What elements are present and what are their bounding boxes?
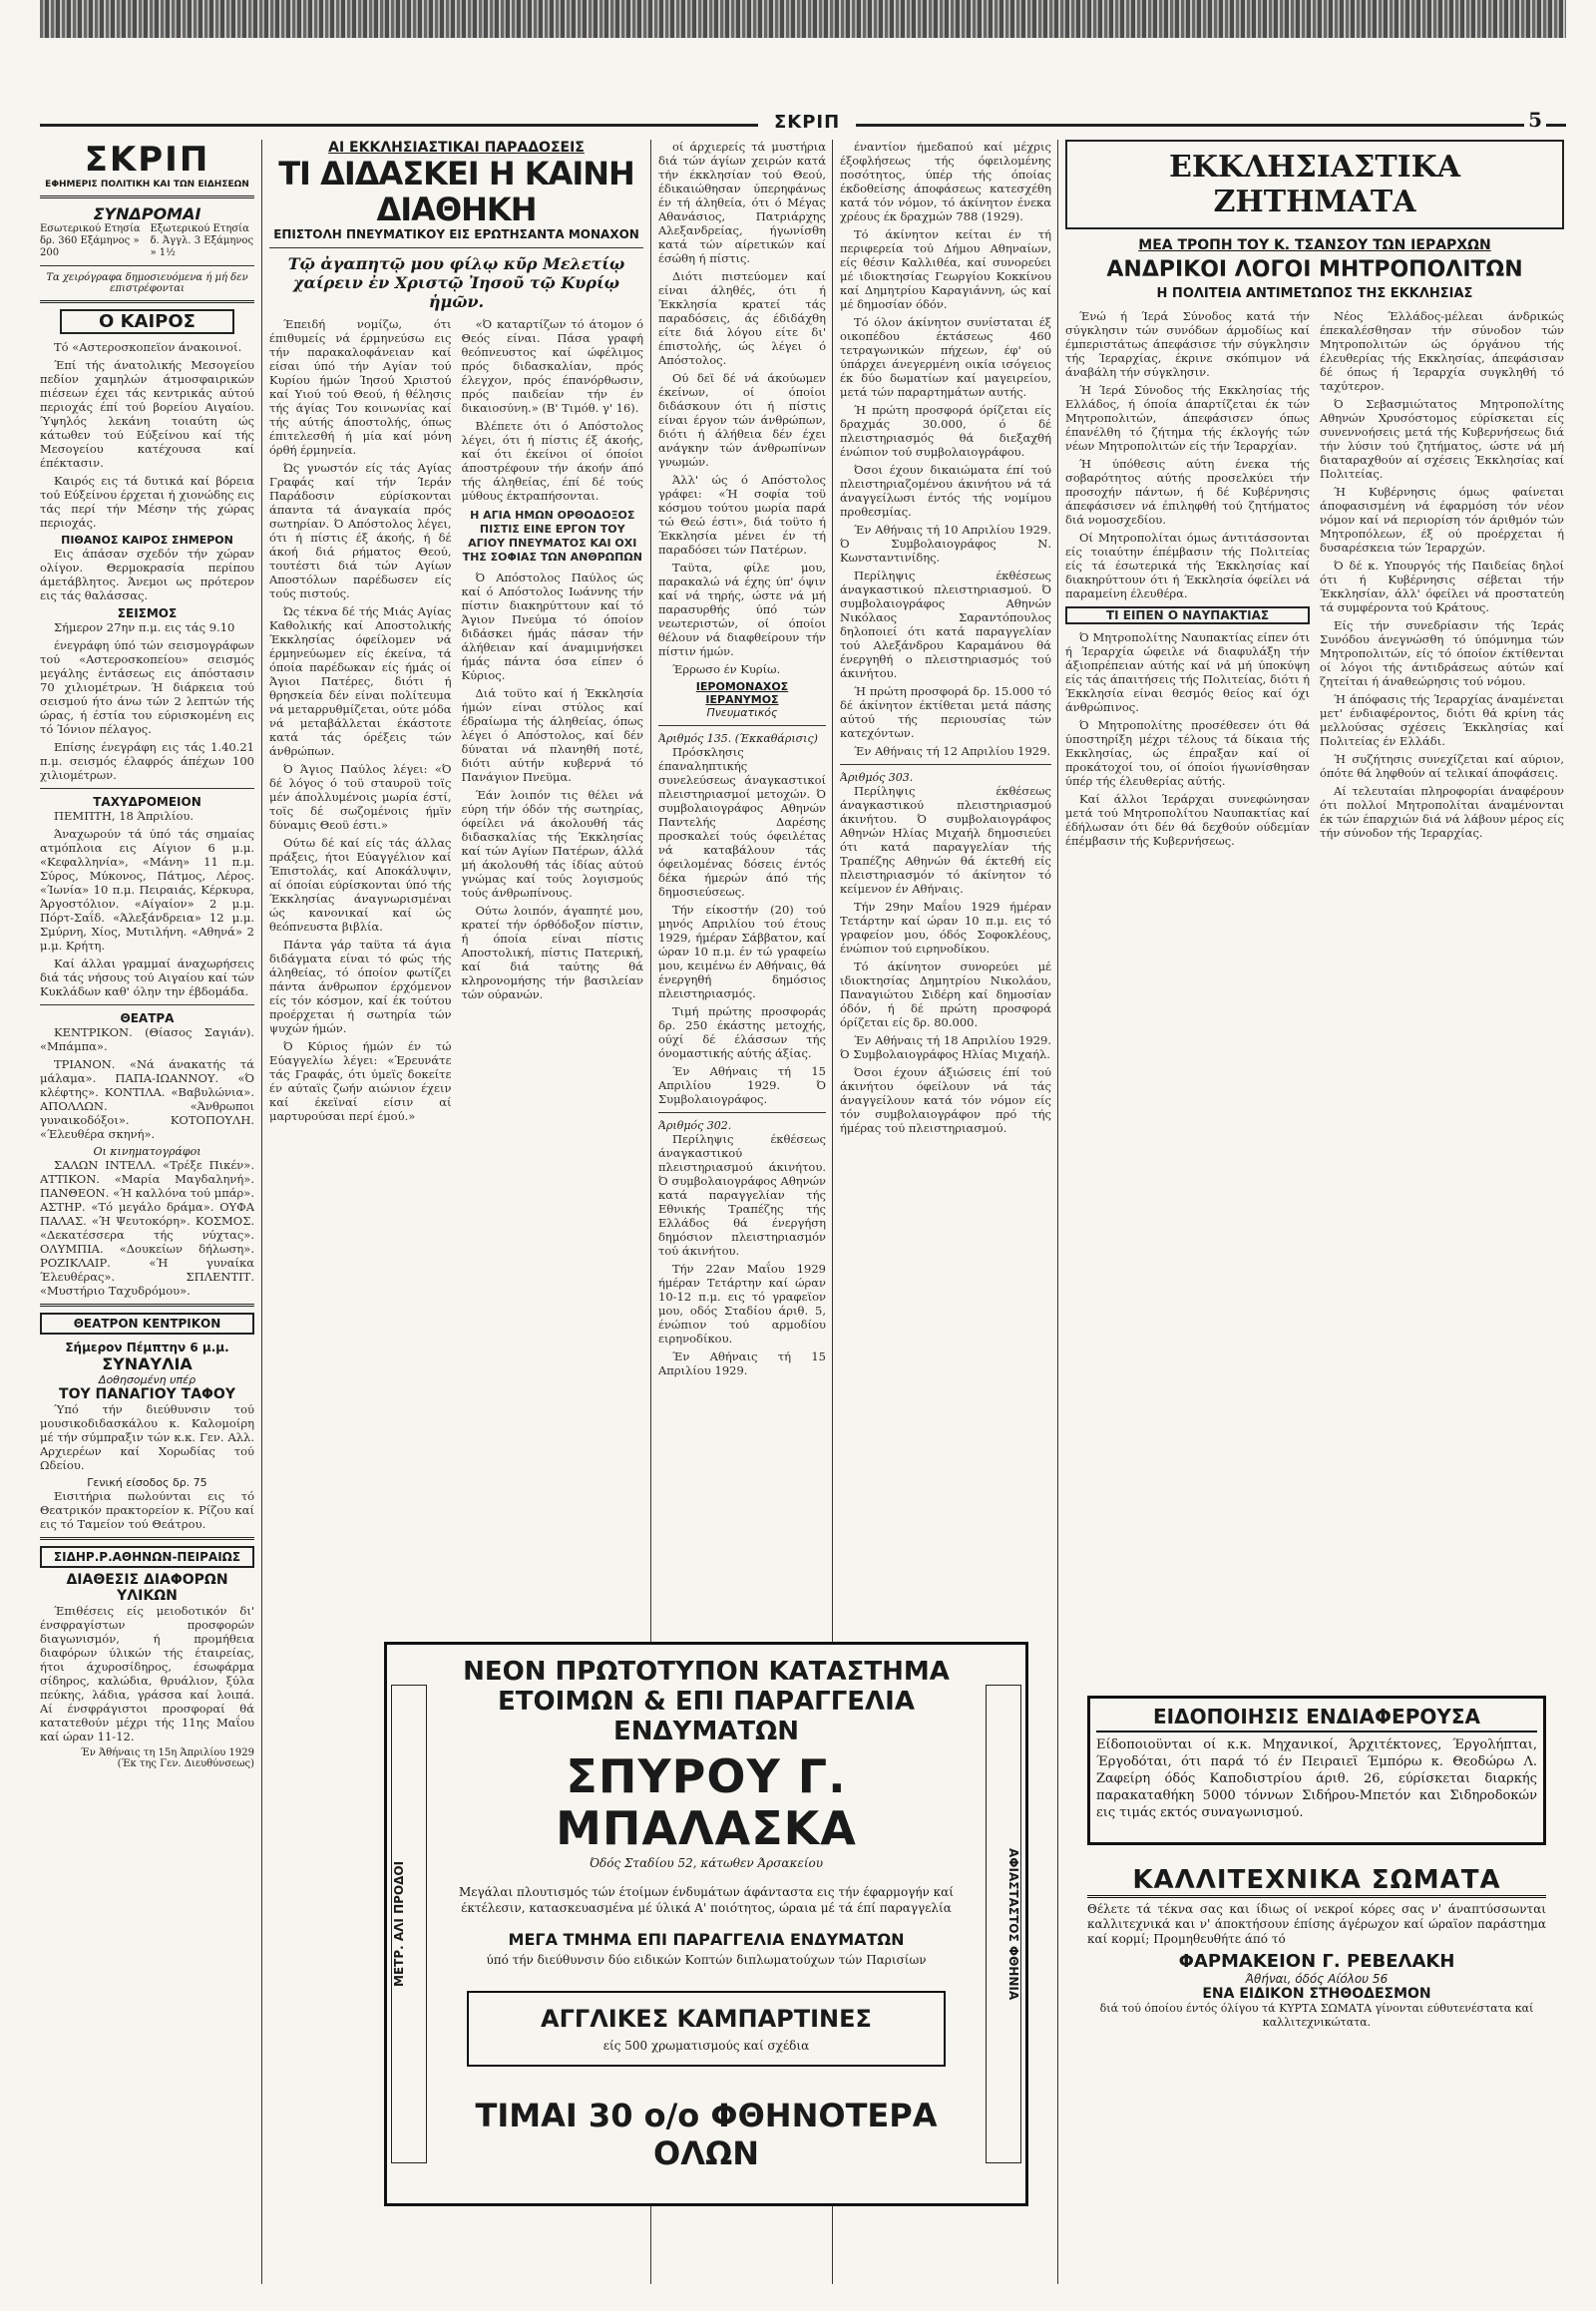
section-title: ΕΚΚΛΗΣΙΑΣΤΙΚΑ ΖΗΤΗΜΑΤΑ (1065, 140, 1564, 229)
section-subtitle: ΜΕΑ ΤΡΟΠΗ ΤΟΥ Κ. ΤΣΑΝΣΟΥ ΤΩΝ ΙΕΡΑΡΧΩΝ (1138, 237, 1491, 253)
col3-text-2: Πρόσκλησις έπαναληπτικής συνελεύσεως άναγκαστικοί πλειστηριασμοί μετοχών. Ό συμβολαιογράφος Αθηνών Παντελής Δαρέσης προσκαλεί τούς όφειλέτας νά καταβάλουν τάς όφειλομένας δόσεις έντός δέκα ήμερών άπό τής δημοσιεύσεως. Τήν είκοστήν (20) τού μηνός Απριλίου τού έτους 1929, ήμέραν Σάββατον, καί ώραν 10 π.μ. έν τώ γραφείω μου, κειμένω έν Αθήναις, θά ένεργηθή δημόσιος πλειστηριασμός. Τιμή πρώτης προσφοράς δρ. 250 έκάστης μετοχής, ούχί δέ έλάσσων τής όνομαστικής αύτής άξίας. Έν Αθήναις τή 15 Απριλίου 1929. Ό Συμβολαιογράφος. (658, 745, 826, 1106)
concert-text-2: Εισιτήρια πωλούνται εις τό Θεατρικόν πρακτορείον κ. Ρίζου καί εις τό Ταμείον τού Θεάτρου. (40, 1489, 254, 1531)
kallitexnika-address: Άθήναι, όδός Αίόλου 56 (1245, 1972, 1389, 1986)
ad-side-right: ΑΦΙΑΣΤΑΣΤΟΣ ΦΘΗΝΙΑ (986, 1685, 1021, 2163)
ad-section: ΜΕΓΑ ΤΜΗΜΑ ΕΠΙ ΠΑΡΑΓΓΕΛΙΑ ΕΝΔΥΜΑΤΩΝ (508, 1930, 905, 1949)
col4-text-1: έναντίον ήμεδαπού καί μέχρις έξοφλήσεως τής όφειλομένης ποσότητος, ύπέρ τής όποίας έκδοθείσης άποφάσεως κατεσχέθη κατά τόν νόμον, τό άκίνητον ένεκα χρέους έκ δραχμών 788 (1929). Τό άκίνητον κείται έν τή περιφερεία τού Δήμου Αθηναίων, είς θέσιν Καλλιθέα, καί συνορεύει μέ ιδιοκτησίας Γεωργίου Κοκκίνου καί Δημητρίου Καραγιάννη, ώς καί μέ δημοσίαν όδόν. Τό όλον άκίνητον συνίσταται έξ οικοπέδου έκτάσεως 460 τετραγωνικών πήχεων, έφ' ού ύπάρχει άνεγερμένη οικία ισόγειος έκ δύο δωματίων καί μαγειρείου, μετά τών παραρτημάτων αυτής. Ή πρώτη προσφορά όρίζεται είς δραχμάς 30.000, ό δέ πλειστηριασμός θά διεξαχθή ένώπιον τού συμβολαιογράφου. Όσοι έχουν δικαιώματα έπί τού πλειστηριαζομένου άκινήτου νά τά άναγγείλωσι έντός τής νομίμου προθεσμίας. Έν Αθήναις τή 10 Απριλίου 1929. Ό Συμβολαιογράφος Ν. Κωνσταντινίδης. Περίληψις έκθέσεως άναγκαστικού πλειστηριασμού. Ό συμβολαιογράφος Αθηνών Νικόλαος Σαραντόπουλος δηλοποιεί ότι κατά παραγγελίαν τού Αλεξάνδρου Καραμάνου θά ένεργηθή ο πλειστηριασμός τού άκινήτου. Ή πρώτη προσφορά δρ. 15.000 τό δέ άκίνητον έκτίθεται μετά πάσης αύτού τής περιουσίας τών κατεχόντων. Έν Αθήναις τή 12 Απριλίου 1929. (840, 140, 1051, 758)
rule (269, 247, 643, 248)
subscriptions-outer: Εξωτερικού Ετησία δ. Άγγλ. 3 Εξάμηνος » 1½ (150, 223, 254, 258)
ad-line-2: ΕΤΟΙΜΩΝ & ΕΠΙ ΠΑΡΑΓΓΕΛΙΑ ΕΝΔΥΜΑΤΩΝ (498, 1687, 915, 1746)
nafpaktias-title: ΤΙ ΕΙΠΕΝ Ο ΝΑΥΠΑΚΤΙΑΣ (1065, 606, 1310, 624)
column-rule (1057, 140, 1058, 2284)
rule (840, 764, 1051, 765)
ad-shop-name: ΣΠΥΡΟΥ Γ. ΜΠΑΛΑΣΚΑ (556, 1749, 857, 1855)
rule (40, 195, 254, 198)
subscriptions-title: ΣΥΝΔΡΟΜΑΙ (93, 204, 201, 223)
decision-302-title: Άριθμός 302. (658, 1119, 732, 1132)
rule (40, 1304, 254, 1307)
column-rule (261, 140, 262, 2284)
earthquake-title: ΣΕΙΣΜΟΣ (117, 606, 178, 620)
kallitexnika-ad (1087, 1865, 1546, 2035)
column-1 (40, 140, 254, 2294)
section-text-right: Νέος Έλλάδος-μέλεαι άνδρικώς έπεκαλέσθησαν τήν σύνοδον τών Μητροπολιτών ώς όργάνου τής έλευθερίας τής Εκκλησίας, άπεφάσισαν δέ όπως ή Ίεραρχία συγκληθή τό ταχύτερον. Ό Σεβασμιώτατος Μητροπολίτης Αθηνών Χρυσόστομος εύρίσκεται είς συνεννοήσεις μετά τής Κυβερνήσεως διά τήν λύσιν τού ζητήματος, ώστε νά μή διαταραχθούν αί σχέσεις Έκκλησίας καί Πολιτείας. Ή Κυβέρνησις όμως φαίνεται άποφασισμένη νά έφαρμόση τόν νέον νόμον καί νά περιορίση τόν άριθμόν τών Μητροπόλεων, έξ ού προέρχεται ή δυσαρέσκεια τών Ίεραρχών. Ό δέ κ. Υπουργός τής Παιδείας δηλοί ότι ή Κυβέρνησις σέβεται τήν Έκκλησίαν, άλλ' όφείλει νά προστατεύη τά συμφέροντα τού Κράτους. Είς τήν συνεδρίασιν τής Ίεράς Συνόδου άνεγνώσθη τό ύπόμνημα τών Μητροπολιτών, είς τό όποίον έκτίθενται οί λόγοι τής άντιδράσεως αύτών καί ζητείται ή άναθεώρησις τού νόμου. Ή άπόφασις τής Ίεραρχίας άναμένεται μετ' ένδιαφέροντος, διότι θά κρίνη τάς μελλούσας σχέσεις Έκκλησίας καί Πολιτείας έν Ελλάδι. Ή συζήτησις συνεχίζεται καί αύριον, όπότε θά ληφθούν αί τελικαί άποφάσεις. Αί τελευταίαι πληροφορίαι άναφέρουν ότι πολλοί Μητροπολίται άναμένονται έκ τών έπαρχιών διά νά λάβουν μέρος είς τήν σύνοδον τής Ίεραρχίας. (1320, 309, 1564, 840)
ad-section-sub: ύπό τήν διεύθυνσιν δύο ειδικών Κοπτών διπλωματούχων τών Παρισίων (486, 1953, 927, 1967)
article-kicker: ΑΙ ΕΚΚΛΗΣΙΑΣΤΙΚΑΙ ΠΑΡΑΔΟΣΕΙΣ (328, 140, 585, 156)
newspaper-page (40, 0, 1566, 2311)
concert-entry: Γενική είσοδος δρ. 75 (87, 1476, 207, 1489)
header-paper-name: ΣΚΡΙΠ (758, 112, 856, 133)
railway-ad-date: Έν Άθήναις τη 15η Άπριλίου 1929 (80, 1747, 254, 1758)
concert-text: Ύπό τήν διεύθυνσιν τού μουσικοδιδασκάλου κ. Καλομοίρη μέ τήν σύμπραξιν τών κ.κ. Γεν. Αλλ. Αρχιερέων καί Χορωδίας τού Ωδείου. (40, 1402, 254, 1472)
column-2 (269, 140, 643, 1636)
ad-blurb: Μεγάλαι πλουτισμός τών έτοίμων ένδυμάτων άφάνταστα εις τήν έφαρμογήν καί έκτέλεσιν, κατασκευασμένα μέ ύλικά Α' ποιότητος, ώραια μέ τά έπί παραγγελία (459, 1885, 954, 1915)
article-signature-sub: Πνευματικός (706, 706, 778, 719)
subscriptions-note: Τα χειρόγραφα δημοσιευόμενα ή μή δεν επιστρέφονται (46, 272, 248, 294)
rule (40, 1004, 254, 1005)
concert-beneficiary: ΤΟΥ ΠΑΝΑΓΙΟΥ ΤΑΦΟΥ (59, 1386, 235, 1402)
kentrikon-title: ΘΕΑΤΡΟΝ ΚΕΝΤΡΙΚΟΝ (40, 1313, 254, 1335)
subscriptions-inner: Εσωτερικού Ετησία δρ. 360 Εξάμηνος » 200 (40, 223, 141, 258)
article-salutation: Τῷ ἀγαπητῷ μου φίλῳ κῦρ Μελετίῳ χαίρειν ἐν Χριστῷ Ἰησοῦ τῷ Κυρίῳ ἡμῶν. (287, 254, 625, 311)
article-text-right: «Ό καταρτίζων τό άτομον ό Θεός είναι. Πάσα γραφή θεόπνευστος καί ώφέλιμος πρός διδασκαλίαν, πρός έλεγχον, πρός έπανόρθωσιν, πρός παιδείαν τήν έν δικαιοσύνη.» (Β' Τιμόθ. γ' 16). Βλέπετε ότι ό Απόστολος λέγει, ότι ή πίστις έξ άκοής, καί ότι έκείνοι οί όποίοι άποστρέφουν τήν άκοήν άπό τής άληθείας, έπί δέ τούς μύθους έκτραπήσονται. Η ΑΓΙΑ ΗΜΩΝ ΟΡΘΟΔΟΞΟΣ ΠΙΣΤΙΣ ΕΙΝΕ ΕΡΓΟΝ ΤΟΥ ΑΓΙΟΥ ΠΝΕΥΜΑΤΟΣ ΚΑΙ ΟΧΙ ΤΗΣ ΣΟΦΙΑΣ ΤΩΝ ΑΝΘΡΩΠΩΝ Ό Απόστολος Παύλος ώς καί ό Απόστολος Ιωάννης τήν πίστιν διακηρύττουν καί τό Άγιον Πνεύμα τό όποίον διδάσκει ήμάς πάσαν τήν άλήθειαν καί άναμιμνήσκει ήμάς πάντα όσα είπεν ό Κύριος. Διά τοϋτο καί ή Έκκλησία ήμών είναι στύλος καί έδραίωμα τής άληθείας, όπως λέγει ό Απόστολος, καί δέν δύναται νά πλανηθή ποτέ, διότι αύτήν κυβερνά τό Πανάγιον Πνεϋμα. Έάν λοιπόν τις θέλει νά εύρη τήν όδόν τής σωτηρίας, όφείλει νά άκολουθή τάς διδασκαλίας τής Έκκλησίας καί τών Αγίων Πατέρων, άλλά μή άκολουθή τάς ίδίας αύτού γνώμας καί τούς λογισμούς τούς άνθρωπίνους. Ούτω λοιπόν, άγαπητέ μου, κρατεί τήν όρθόδοξον πίστιν, ή όποία είναι πίστις Αποστολική, πίστις Πατερική, καί διά ταύτης θά κληρονομήσης τήν βασιλείαν τών ούρανών. (461, 317, 643, 1001)
rule (40, 1537, 254, 1540)
paper-tagline: ΕΦΗΜΕΡΙΣ ΠΟΛΙΤΙΚΗ ΚΑΙ ΤΩΝ ΕΙΔΗΣΕΩΝ (45, 180, 249, 190)
section-headline: ΑΝΔΡΙΚΟΙ ΛΟΓΟΙ ΜΗΤΡΟΠΟΛΙΤΩΝ (1106, 257, 1523, 282)
col4-text-2: Περίληψις έκθέσεως άναγκαστικού πλειστηριασμού άκινήτου. Ό συμβολαιογράφος Αθηνών Ηλίας Μιχαήλ δημοσιεύει ότι κατά παραγγελίαν τής Τραπέζης Αθηνών θά έκτεθή είς πλειστηριασμόν τό άκίνητον τό κείμενον έν Αθήναις. Τήν 29ην Μαΐου 1929 ήμέραν Τετάρτην καί ώραν 10 π.μ. εις τό γραφείον μου, όδός Σοφοκλέους, ένώπιον τού ειρηνοδίκου. Τό άκίνητον συνορεύει μέ ιδιοκτησίας Δημητρίου Νικολάου, Παναγιώτου Σιδέρη καί δημοσίαν όδόν, ή δέ πρώτη προσφορά όρίζεται είς δρ. 80.000. Έν Αθήναις τή 18 Απριλίου 1929. Ό Συμβολαιογράφος Ηλίας Μιχαήλ. Όσοι έχουν άξιώσεις έπί τού άκινήτου όφείλουν νά τάς άναγγείλουν κατά τόν νόμον είς τόν συμβολαιογράφον πρό τής ήμέρας τού πλειστηριασμού. (840, 784, 1051, 1135)
weather-lead: Τό «Αστεροσκοπεϊον άνακοινοί. (54, 340, 242, 354)
ad-fabrics: ΑΓΓΛΙΚΕΣ ΚΑΜΠΑΡΤΙΝΕΣ (541, 2005, 872, 2033)
railway-ad-subtitle: ΔΙΑΘΕΣΙΣ ΔΙΑΦΟΡΩΝ ΥΛΙΚΩΝ (66, 1572, 228, 1604)
notice-ad-body: Είδοποιοϋνται οί κ.κ. Μηχανικοί, Άρχιτέκτονες, Έργολήπται, Έργοδόται, ότι παρά τό έν Πειραιεϊ Έμπόρω κ. Θεοδώρω Λ. Ζαφείρη όδός Καποδιστρίου άριθ. 26, εύρίσκεται διαρκής παρακαταθήκη 5000 τόννων Σιδήρου-Μπετόν και Σιδηροδοκών εις τιμάς εκτός συναγωνισμού. (1096, 1737, 1537, 1820)
cinema-label: Οι κινηματογράφοι (93, 1145, 201, 1158)
kallitexnika-pharmacy: ΦΑΡΜΑΚΕΙΟΝ Γ. ΡΕΒΕΛΑΚΗ (1178, 1951, 1455, 1972)
kallitexnika-title: ΚΑΛΛΙΤΕΧΝΙΚΑ ΣΩΜΑΤΑ (1087, 1865, 1546, 1898)
ad-side-left: ΜΕΤΡ. ΑΛΙ ΠΡΟΔΟΙ (391, 1685, 427, 2163)
kallitexnika-body: Θέλετε τά τέκνα σας και ίδιως οί νεκροί κόρες σας ν' άναπτύσσωνται καλλιτεχνικά και ν' άποκτήσουν έπίσης άγέρωχον καί ώραϊον παράστημα καί κορμί; Προμηθευθήτε άπό τό (1087, 1902, 1546, 1946)
earthquake-text: Σήμερον 27ην π.μ. εις τάς 9.10 ένεγράφη ύπό τών σεισμογράφων τού «Αστεροσκοπείου» σεισμός μεγάλης έντάσεως εις άπόστασιν 70 χιλιομέτρων. Ή διάρκεια τού σεισμού ήτο άνω τών 2 λεπτών τής ώρας, ή έστία του εύρισκομένη εις τό Ίόνιον πέλαγος. Επίσης ένεγράφη εις τάς 1.40.21 π.μ. σεισμός έλαφρός άπέχων 100 χιλιομέτρων. (40, 620, 254, 782)
theatres-text: ΚΕΝΤΡΙΚΟΝ. (Θίασος Σαγιάν). «Μπάμπα». ΤΡΙΑΝΟΝ. «Νά άνακατής τά μάλαμα». ΠΑΠΑ-ΙΩΑΝΝΟΥ. «Ό κλέφτης». ΚΟΝΤΙΛΑ. «Βαβυλώνια». ΑΠΟΛΛΩΝ. «Άνθρωποι γυναικοδόξοι». ΚΟΤΟΠΟΥΛΗ. «Έλευθέρα σκηνή». (40, 1025, 254, 1141)
ad-line-1: ΝΕΟΝ ΠΡΩΤΟΤΥΠΟΝ ΚΑΤΑΣΤΗΜΑ (463, 1657, 950, 1687)
forecast-title: ΠΙΘΑΝΟΣ ΚΑΙΡΟΣ ΣΗΜΕΡΟΝ (61, 534, 233, 547)
rule (40, 788, 254, 789)
ad-fabrics-sub: είς 500 χρωματισμούς καί σχέδια (602, 2039, 810, 2053)
rule (658, 1112, 826, 1113)
rule (40, 265, 254, 266)
decision-303-title: Άριθμός 303. (840, 771, 914, 784)
section-text-left: Ένώ ή Ίερά Σύνοδος κατά τήν σύγκλησιν τών συνόδων άρμοδίως καί έμπεριστάτως άπεφάσισε τήν σύγκλησιν τής Ίεραρχίας, έκρινε σκόπιμον νά άναβάλη τήν σύγκλησιν. Ή Ίερά Σύνοδος τής Εκκλησίας τής Ελλάδος, ή όποία άπαρτίζεται έκ τών Μητροπολιτών, άπεφάσισεν όπως έπανέλθη τό ζήτημα τής έκλογής τών νέων Μητροπολιτών είς τήν Ίεραρχίαν. Ή ύπόθεσις αύτη ένεκα τής σοβαρότητος αύτής προσελκύει τήν προσοχήν πάντων, ή δέ Κυβέρνησις άπεφάσισεν νά έπιληφθή τού ζητήματος διά νομοσχεδίου. Οί Μητροπολίται όμως άντιτάσσονται είς τοιαύτην έπέμβασιν τής Πολιτείας είς τά έσωτερικά τής Έκκλησίας καί διακηρύττουν ότι ή Έκκλησία όφείλει νά παραμείνη έλευθέρα. ΤΙ ΕΙΠΕΝ Ο ΝΑΥΠΑΚΤΙΑΣ Ό Μητροπολίτης Ναυπακτίας είπεν ότι ή Ίεραρχία ώφειλε νά διαφυλάξη τήν άξιοπρέπειαν αύτής καί νά μή ύποκύψη είς τάς άπαιτήσεις τής Πολιτείας, διότι ή Έκκλησία είναι θεσμός θείος καί όχι άνθρώπινος. Ό Μητροπολίτης προσέθεσεν ότι θά ύποστηρίξη μέχρι τέλους τά δίκαια τής Εκκλησίας, ώς έπραξαν καί οί προκάτοχοί του, οί όποίοι ήγωνίσθησαν ύπέρ τής έλευθερίας αύτής. Καί άλλοι Ίεράρχαι συνεφώνησαν μετά τού Μητροπολίτου Ναυπακτίας καί έδήλωσαν ότι δέν θά δεχθούν ούδεμίαν έπέμβασιν τής Κυβερνήσεως. (1065, 309, 1310, 848)
article-subhead: Η ΑΓΙΑ ΗΜΩΝ ΟΡΘΟΔΟΞΟΣ ΠΙΣΤΙΣ ΕΙΝΕ ΕΡΓΟΝ ΤΟΥ ΑΓΙΟΥ ΠΝΕΥΜΑΤΟΣ ΚΑΙ ΟΧΙ ΤΗΣ ΣΟΦΙΑΣ ΤΩΝ ΑΝΘΡΩΠΩΝ (462, 509, 642, 564)
article-deck: ΕΠΙΣΤΟΛΗ ΠΝΕΥΜΑΤΙΚΟΥ ΕΙΣ ΕΡΩΤΗΣΑΝΤΑ ΜΟΝΑΧΟΝ (273, 227, 639, 241)
concert-title: ΣΥΝΑΥΛΙΑ (102, 1354, 193, 1373)
scanner-edge-band (40, 0, 1566, 38)
post-text: ΠΕΜΠΤΗ, 18 Άπριλίου. Άναχωρούν τά ύπό τάς σημαίας ατμόπλοια εις Αίγιον 6 μ.μ. «Κεφαλληνία», «Μάνη» 11 π.μ. Σύρος, Μύκονος, Πάτμος, Λέρος. «Ίωνία» 10 π.μ. Πειραιάς, Κέρκυρα, Άργοστόλιον. «Αίγαίον» 2 μ.μ. Πόρτ-Σαΐδ. «Άλεξάνδρεια» 12 μ.μ. Σμύρνη, Χίος, Μυτιλήνη. «Αθηνά» 2 μ.μ. Κρήτη. Καί άλλαι γραμμαί άναχωρήσεις διά τάς νήσους τού Αιγαίου καί τών Κυκλάδων καθ' όλην την έβδομάδα. (40, 809, 254, 998)
rule (40, 300, 254, 303)
paper-logo: ΣΚΡΙΠ (84, 140, 210, 180)
railway-ad-title: ΣΙΔΗΡ.Ρ.ΑΘΗΝΩΝ-ΠΕΙΡΑΙΩΣ (40, 1546, 254, 1568)
weather-title: Ο ΚΑΙΡΟΣ (60, 309, 234, 334)
concert-doth: Δοθησομένη υπέρ (98, 1373, 197, 1386)
notice-ad (1087, 1696, 1546, 1845)
cinema-text: ΣΑΛΩΝ ΙΝΤΕΛΛ. «Τρέξε Πικέν». ΑΤΤΙΚΟΝ. «Μαρία Μαγδαληνή». ΠΑΝΘΕΟΝ. «Ή καλλόνα τού μπάρ». ΑΣΤΗΡ. «Τό μεγάλο δράμα». ΟΥΦΑ ΠΑΛΑΣ. «Ή Ψευτοκόρη». ΚΟΣΜΟΣ. «Δεκατέσσερα τής νύχτας». ΟΛΥΜΠΙΑ. «Δουκείων δήλωση». ΡΟΖΙΚΛΑΙΡ. «Ή γυναίκα Έλευθέρας». ΣΠΛΕΝΤΙΤ. «Μυστήριο Ταχυδρόμου». (40, 1158, 254, 1298)
post-title: ΤΑΧΥΔΡΟΜΕΙΟΝ (93, 795, 201, 809)
weather-text: Τό «Αστεροσκοπεϊον άνακοινοί. Έπί τής άνατολικής Μεσογείου πεδίον χαμηλών άτμοσφαιρικών πιέσεων έχει τάς κεντρικάς αύτού περιοχάς έπί τού βορείου Αιγαίου. Ύψηλός λεκάνη τοιαύτη ώς κάτωθεν τού Εύξείνου καί τής Μεσογείου κατέχουσα καί έπέκτασιν. Καιρός εις τά δυτικά καί βόρεια τού Εύξείνου έρχεται ή χιονώδης εις τάς περί τήν Μέσην τής χώρας περιοχάς. (40, 340, 254, 530)
rule (658, 725, 826, 726)
railway-ad-signature: (Έκ της Γεν. Διευθύνσεως) (117, 1758, 254, 1769)
notice-ad-title: ΕΙΔΟΠΟΙΗΣΙΣ ΕΝΔΙΑΦΕΡΟΥΣΑ (1096, 1705, 1537, 1733)
earthquake-lead: Σήμερον 27ην π.μ. εις τάς 9.10 (54, 620, 235, 634)
kallitexnika-product: ΕΝΑ ΕΙΔΙΚΟΝ ΣΤΗΘΟΔΕΣΜΟΝ (1202, 1986, 1431, 2002)
article-signature: ΙΕΡΟΜΟΝΑΧΟΣ ΙΕΡΑΝΥΜΟΣ (695, 680, 789, 706)
article-headline: ΤΙ ΔΙΔΑΣΚΕΙ Η ΚΑΙΝΗ ΔΙΑΘΗΚΗ (278, 155, 634, 228)
balaska-ad (384, 1642, 1028, 2206)
ad-address: Όδός Σταδίου 52, κάτωθεν Άρσακείου (589, 1856, 824, 1870)
post-lead: ΠΕΜΠΤΗ, 18 Άπριλίου. (54, 809, 195, 823)
column-3 (658, 140, 826, 1626)
page-number: 5 (1524, 108, 1546, 132)
col3-text-3: Περίληψις έκθέσεως άναγκαστικού πλειστηριασμού άκινήτου. Ό συμβολαιογράφος Αθηνών κατά παραγγελίαν τής Εθνικής Τραπέζης τής Ελλάδος θά ένεργήση δημόσιον πλειστηριασμόν τού άκινήτου. Τήν 22αν Μαΐου 1929 ήμέραν Τετάρτην καί ώραν 10-12 π.μ. εις τό γραφεϊον μου, οδός Σταδίου άριθ. 5, ένώπιον τού αρμοδίου ειρηνοδίκου. Έν Αθήναις τή 15 Απριλίου 1929. (658, 1132, 826, 1377)
section-deck: Η ΠΟΛΙΤΕΙΑ ΑΝΤΙΜΕΤΩΠΟΣ ΤΗΣ ΕΚΚΛΗΣΙΑΣ (1156, 286, 1473, 301)
col3-text-1: οί άρχιερείς τά μυστήρια διά τών άγίων χειρών κατά τήν έκκλησίαν τού Θεού, έδικαιώθησαν ύπερηφάνως έν τή άληθεία, ότι ό Μέγας Αθανάσιος, Πατριάρχης Αλεξανδρείας, ήγωνίσθη κατά τών αίρετικών καί έσώθη ή πίστις. Διότι πιστεύομεν καί είναι άληθές, ότι ή Έκκλησία κρατεί τάς παραδόσεις, άς έδιδάχθη είτε διά λόγου είτε δι' έπιστολής, ώς λέγει ό Απόστολος. Ού δεϊ δέ νά άκούωμεν έκείνων, οί όποίοι διδάσκουν ότι ή πίστις είναι έργον τών άνθρώπων, διότι ή άλήθεια δέν έχει ανάγκην τών άνθρωπίνων γνωμών. Άλλ' ώς ό Απόστολος γράφει: «Ή σοφία τοϋ κόσμου τούτου μωρία παρά τώ Θεώ έστι», διά τοϋτο ή Έκκλησία μένει έν τή παραδόσει τών Πατέρων. Ταϋτα, φίλε μου, παρακαλώ νά έχης ύπ' όψιν καί νά τηρής, ώστε νά μή παρασυρθής ύπό τών νεωτεριστών, οί όποίοι θέλουν νά διαφθείρουν τήν πίστιν ήμών. Έρρωσο έν Κυρίω. (658, 140, 826, 676)
forecast-text: Εις άπάσαν σχεδόν τήν χώραν ολίγον. Θερμοκρασία περίπου άμετάβλητος. Άνεμοι ως πρότερον εις τάς θαλάσσας. (40, 547, 254, 602)
decision-135-title: Άριθμός 135. (Έκκαθάρισις) (658, 732, 818, 745)
railway-ad-text: Έπιθέσεις είς μειοδοτικόν δι' ένσφραγίστων προσφορών διαγωνισμόν, ή προμήθεια διαφόρων ύλικών τής έταιρείας, ήτοι άχυροσίδηρος, έσωφάρμα σίδηρος, καλώδια, θρυάλιον, ξύλα πεύκης, λάδια, γράσσα καί λοιπά. Αί ένσφράγιστοι προσφοραί θά κατατεθούν μέχρι τής 11ης Μαΐου καί ώραν 11-12. (40, 1604, 254, 1743)
ad-price: ΤΙΜΑΙ 30 ο/ο ΦΘΗΝΟΤΕΡΑ ΟΛΩΝ (475, 2097, 938, 2172)
running-header (40, 108, 1566, 133)
kentrikon-date: Σήμερον Πέμπτην 6 μ.μ. (65, 1341, 229, 1354)
theatres-lead: ΚΕΝΤΡΙΚΟΝ. (Θίασος Σαγιάν). «Μπάμπα». (40, 1025, 254, 1053)
article-text-left: Έπειδή νομίζω, ότι έπιθυμείς νά έρμηνεύσω εις τήν παρακαλοφάνειαν καί είσαι ύπό τήν Αγίαν τού Κυρίου ήμών Ίησού Χριστού καί Υιού τού Θεού, ή θέλησις τής άγίας Του κοινωνίας καί τής αύτής άποστολής, όπως έπιτελεσθή ή μία καί μόνη όρθή έρμηνεία. Ώς γνωστόν είς τάς Αγίας Γραφάς καί τήν Ίεράν Παράδοσιν εύρίσκονται άπαντα τά άναγκαία πρός σωτηρίαν. Ό Απόστολος λέγει, ότι ή πίστις έξ άκοής, ή δέ άκοή διά ρήματος Θεού, τουτέστι διά τών Αγίων Αποστόλων παρέδωσεν είς τούς πιστούς. Ώς τέκνα δέ τής Μιάς Αγίας Καθολικής καί Αποστολικής Έκκλησίας όφείλομεν νά έρμηνεύωμεν είς έκείνα, τά όποία παρέδωκαν είς ήμάς οί Άγιοι Πατέρες, διότι ή θρησκεία δέν είναι πολίτευμα νά μεταρρυθμίζεται, ούτε μόδα νά μεταβάλλεται έκάστοτε κατά τάς όρέξεις τών άνθρώπων. Ό Άγιος Παύλος λέγει: «Ό δέ λόγος ό τοϋ σταυροϋ τοϊς μέν άπολλυμένοις μωρία έστί, τοϊς δέ σωζομένοις ήμϊν δύναμις Θεοϋ έστι.» Ούτω δέ καί είς τάς άλλας πράξεις, ήτοι Εύαγγέλιον καί Έπιστολάς, καί Αποκάλυψιν, αί όποίαι εύρίσκονται ύπό τής Έκκλησίας άναγνωρισμέναι ώς κανονικαί καί ώς θεόπνευστα βιβλία. Πάντα γάρ ταϋτα τά άγια διδάγματα είναι τό φώς τής άληθείας, τό όποίον φωτίζει πάντα άνθρωπον έρχόμενον είς τόν κόσμον, καί έκ τούτου προέρχεται ή σωτηρία τών ψυχών ήμών. Ό Κύριος ήμών έν τώ Εύαγγελίω λέγει: «Έρευνάτε τάς Γραφάς, ότι ύμεϊς δοκείτε έν αύταϊς ζωήν αιώνιον έχειν καί έκεϊναί είσιν αί μαρτυρούσαι περί έμού.» (269, 317, 452, 1123)
kallitexnika-foot: διά τού όποίου έντός όλίγου τά ΚΥΡΤΑ ΣΩΜΑΤΑ γίνονται εύθυτενέστατα καί καλλιτεχνικώτατα. (1099, 2002, 1534, 2029)
theatres-title: ΘΕΑΤΡΑ (120, 1011, 175, 1025)
